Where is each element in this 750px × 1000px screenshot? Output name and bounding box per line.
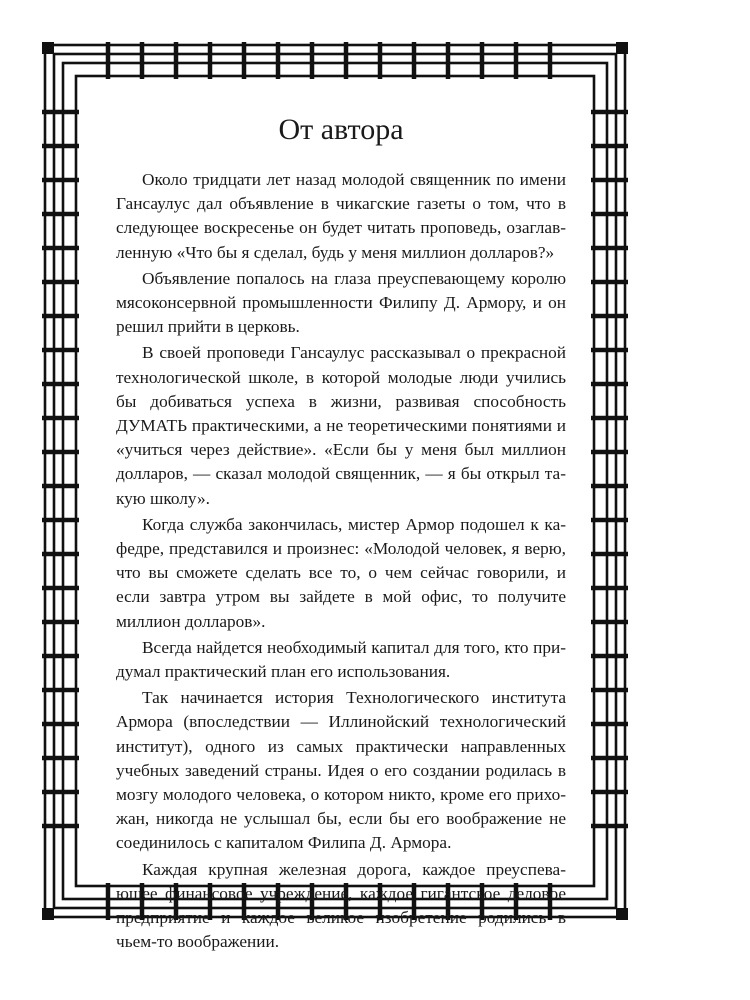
frame-crossbar-top (446, 42, 451, 79)
frame-crossbar-left (42, 756, 79, 761)
frame-crossbar-right (591, 586, 628, 591)
frame-corner (42, 42, 54, 54)
frame-corner (616, 42, 628, 54)
frame-crossbar-top (174, 42, 179, 79)
frame-crossbar-top (412, 42, 417, 79)
frame-crossbar-left (42, 688, 79, 693)
frame-crossbar-right (591, 756, 628, 761)
frame-crossbar-top (310, 42, 315, 79)
frame-crossbar-right (591, 450, 628, 455)
frame-crossbar-right (591, 416, 628, 421)
frame-crossbar-left (42, 382, 79, 387)
frame-crossbar-top (378, 42, 383, 79)
frame-crossbar-left (42, 620, 79, 625)
frame-crossbar-right (591, 790, 628, 795)
frame-crossbar-left (42, 552, 79, 557)
frame-crossbar-right (591, 620, 628, 625)
frame-crossbar-right (591, 484, 628, 489)
frame-corner (42, 908, 54, 920)
frame-crossbar-top (208, 42, 213, 79)
frame-crossbar-left (42, 246, 79, 251)
frame-crossbar-left (42, 484, 79, 489)
frame-crossbar-bottom (106, 883, 111, 920)
frame-crossbar-right (591, 144, 628, 149)
frame-crossbar-right (591, 110, 628, 115)
paragraph-2: Объявление попалось на глаза преуспевающему королю мясоконсервной промышленности Филипу Д. Армору, и он решил прийти в церковь. (116, 268, 566, 337)
frame-crossbar-top (548, 42, 553, 79)
frame-crossbar-right (591, 824, 628, 829)
frame-crossbar-right (591, 246, 628, 251)
frame-crossbar-right (591, 280, 628, 285)
frame-crossbar-left (42, 790, 79, 795)
frame-crossbar-right (591, 654, 628, 659)
frame-crossbar-right (591, 382, 628, 387)
frame-crossbar-left (42, 144, 79, 149)
frame-crossbar-right (591, 722, 628, 727)
paragraph-3: В своей проповеди Гансаулус рассказывал о прекрасной технологической школе, в которой молодые люди учились бы добиваться успеха в жизни, развивая способность ДУМАТЬ практическими, а не теоретическими понятиями и «учиться через действие». «Если бы у меня был миллион долларов, — сказал молодой священник, — я бы открыл такую школу». (116, 343, 566, 508)
frame-crossbar-left (42, 824, 79, 829)
frame-crossbar-left (42, 518, 79, 523)
paragraph-6: Так начинается история Технологического института Армора (впоследствии — Иллинойский технологический институт), одного из самых практически направленных учебных заведений страны. Идея о его создании родилась в мозгу молодого человека, о котором никто, кроме его прихожан, никогда не услышал бы, если бы его воображение не соединилось с капиталом Филипа Д. Армора. (116, 688, 566, 853)
frame-crossbar-top (514, 42, 519, 79)
frame-crossbar-right (591, 212, 628, 217)
frame-crossbar-left (42, 110, 79, 115)
frame-crossbar-top (140, 42, 145, 79)
frame-crossbar-right (591, 348, 628, 353)
paragraph-5: Всегда найдется необходимый капитал для того, кто придумал практический план его использования. (116, 637, 566, 682)
page-title: От автора (278, 113, 404, 146)
frame-crossbar-left (42, 416, 79, 421)
frame-crossbar-top (242, 42, 247, 79)
frame-crossbar-left (42, 348, 79, 353)
paragraph-4: Когда служба закончилась, мистер Армор подошел к кафедре, представился и произнес: «Молодой человек, я верю, что вы сможете сделать все то, о чем сейчас говорили, и если завтра утром вы зайдете в мой офис, то получите миллион долларов». (116, 514, 566, 631)
frame-crossbar-right (591, 552, 628, 557)
frame-crossbar-left (42, 280, 79, 285)
frame-crossbar-right (591, 518, 628, 523)
frame-crossbar-right (591, 688, 628, 693)
frame-crossbar-right (591, 314, 628, 319)
frame-crossbar-left (42, 654, 79, 659)
frame-crossbar-left (42, 178, 79, 183)
frame-corner (616, 908, 628, 920)
frame-crossbar-top (480, 42, 485, 79)
frame-crossbar-top (276, 42, 281, 79)
paragraph-1: Около тридцати лет назад молодой священник по имени Гансаулус дал объявление в чикагские газеты о том, что в следующее воскресенье он будет читать проповедь, озаглавленную «Что бы я сделал, будь у меня миллион долларов?» (116, 170, 566, 262)
frame-crossbar-left (42, 314, 79, 319)
frame-crossbar-top (344, 42, 349, 79)
frame-crossbar-left (42, 586, 79, 591)
frame-crossbar-left (42, 212, 79, 217)
paragraph-7: Каждая крупная железная дорога, каждое преуспевающее финансовое учреждение, каждое гигантское деловое предприятие и каждое великое изобретение родились в чьем-то воображении. (116, 859, 566, 952)
frame-crossbar-top (106, 42, 111, 79)
frame-crossbar-left (42, 450, 79, 455)
frame-crossbar-left (42, 722, 79, 727)
frame-crossbar-right (591, 178, 628, 183)
document-page (116, 112, 566, 957)
